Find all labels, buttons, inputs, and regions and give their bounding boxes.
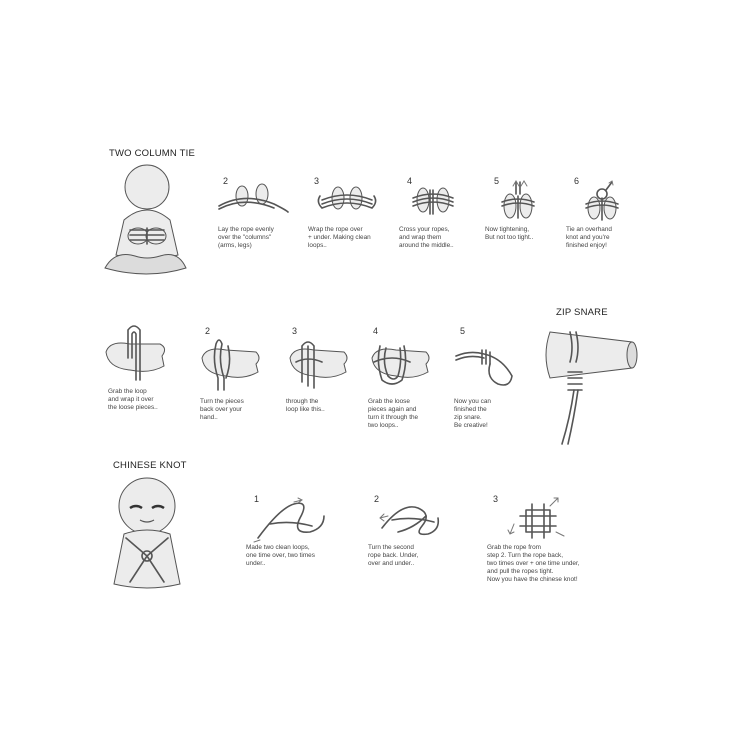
chinese-step-2-illustration xyxy=(378,498,448,542)
two-column-step-2-number: 2 xyxy=(223,176,229,186)
chinese-step-3-number: 3 xyxy=(493,494,499,504)
two-column-step-3-number: 3 xyxy=(314,176,320,186)
zip-step-3-caption: through the loop like this.. xyxy=(286,398,325,413)
two-column-tie-figure xyxy=(100,160,190,280)
zip-step-5-illustration xyxy=(450,340,520,390)
zip-step-3-illustration xyxy=(286,332,352,394)
zip-step-2-illustration xyxy=(198,332,264,392)
zip-snare-illustration xyxy=(540,318,640,448)
two-column-step-5-number: 5 xyxy=(494,176,500,186)
chinese-step-3-caption: Grab the rope from step 2. Turn the rope back, two times over + one time under, and pull the ropes tight. Now you have the chinese knot! xyxy=(487,544,580,583)
chinese-step-2-caption: Turn the second rope back. Under, over and under.. xyxy=(368,544,419,567)
two-column-step-2-caption: Lay the rope evenly over the "columns" (arms, legs) xyxy=(218,226,274,249)
two-column-step-6-number: 6 xyxy=(574,176,580,186)
chinese-step-1-caption: Made two clean loops, one time over, two times under.. xyxy=(246,544,315,567)
two-column-step-2-illustration xyxy=(214,182,294,222)
two-column-step-6-illustration xyxy=(578,180,628,226)
chinese-knot-title: CHINESE KNOT xyxy=(113,460,187,471)
chinese-step-1-illustration xyxy=(250,498,330,542)
zip-step-2-number: 2 xyxy=(205,326,211,336)
zip-step-1-caption: Grab the loop and wrap it over the loose pieces.. xyxy=(108,388,158,411)
two-column-step-4-illustration xyxy=(403,182,463,222)
two-column-step-3-illustration xyxy=(312,182,382,222)
chinese-knot-figure xyxy=(104,474,190,594)
zip-step-3-number: 3 xyxy=(292,326,298,336)
two-column-tie-title: TWO COLUMN TIE xyxy=(109,148,196,159)
zip-step-1-illustration xyxy=(100,322,170,382)
two-column-step-3-caption: Wrap the rope over + under. Making clean loops.. xyxy=(308,226,371,249)
chinese-step-2-number: 2 xyxy=(374,494,380,504)
two-column-step-5-caption: Now tightening, But not too tight.. xyxy=(485,226,534,241)
zip-step-4-number: 4 xyxy=(373,326,379,336)
two-column-step-4-number: 4 xyxy=(407,176,413,186)
two-column-step-4-caption: Cross your ropes, and wrap them around the middle.. xyxy=(399,226,454,249)
two-column-step-6-caption: Tie an overhand knot and you're finished enjoy! xyxy=(566,226,612,249)
zip-step-5-number: 5 xyxy=(460,326,466,336)
zip-step-4-illustration xyxy=(366,332,436,392)
chinese-step-3-illustration xyxy=(508,496,568,542)
zip-step-2-caption: Turn the pieces back over your hand.. xyxy=(200,398,244,421)
two-column-step-5-illustration xyxy=(494,180,544,226)
zip-step-4-caption: Grab the loose pieces again and turn it through the two loops.. xyxy=(368,398,419,429)
zip-step-5-caption: Now you can finished the zip snare. Be creative! xyxy=(454,398,491,429)
zip-snare-title: ZIP SNARE xyxy=(556,307,608,318)
chinese-step-1-number: 1 xyxy=(254,494,260,504)
